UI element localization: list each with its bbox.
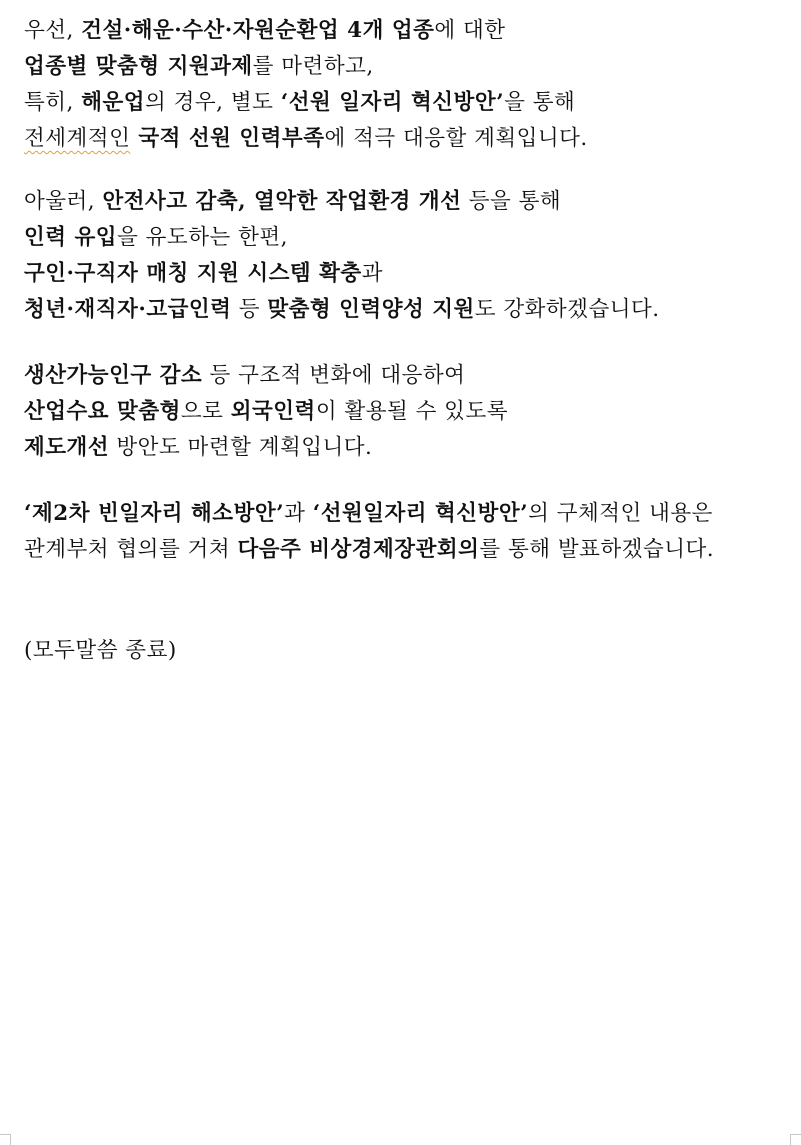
text-span: 의 경우, 별도 xyxy=(145,90,281,115)
text-line xyxy=(24,121,794,157)
text-line xyxy=(24,496,794,532)
text-span: 등을 통해 xyxy=(461,189,562,214)
paragraph-workforce xyxy=(24,184,794,328)
text-line xyxy=(24,85,794,121)
text-span: 관계부처 협의를 거쳐 xyxy=(24,537,238,562)
text-span: 등 구조적 변화에 대응하여 xyxy=(202,363,466,388)
bold-text-span: ‘선원 일자리 혁신방안’ xyxy=(280,90,505,115)
text-span: 으로 xyxy=(180,399,231,424)
text-line xyxy=(24,13,794,49)
text-span: 과 xyxy=(361,261,383,286)
bold-text-span: 업종별 맞춤형 지원과제 xyxy=(24,54,253,79)
text-span: 를 통해 발표하겠습니다. xyxy=(479,537,715,562)
text-line xyxy=(24,394,794,430)
text-line xyxy=(24,358,794,394)
paragraph-foreign-workforce xyxy=(24,358,794,466)
text-span: 에 대한 xyxy=(434,18,506,43)
bold-text-span: 청년·재직자·고급인력 xyxy=(24,297,232,322)
text-span: 을 통해 xyxy=(504,90,576,115)
bold-text-span: 인력 유입 xyxy=(24,225,118,250)
text-line xyxy=(24,292,794,328)
bold-text-span: 구인·구직자 매칭 지원 시스템 확충 xyxy=(24,261,362,286)
page-corner-mark xyxy=(0,1134,11,1145)
text-span: 도 강화하겠습니다. xyxy=(474,297,660,322)
bold-text-span: 안전사고 감축, 열악한 작업환경 개선 xyxy=(102,189,462,214)
bold-text-span: ‘제2차 빈일자리 해소방안’ xyxy=(24,501,285,526)
text-span: 아울러, xyxy=(24,189,103,214)
text-line xyxy=(24,430,794,466)
bold-text-span: 제도개선 xyxy=(24,435,110,460)
text-line xyxy=(24,184,794,220)
closing-text: (모두말씀 종료) xyxy=(24,638,177,663)
paragraph-announcement xyxy=(24,496,794,568)
bold-text-span: 외국인력 xyxy=(230,399,316,424)
paragraph-industry-support xyxy=(24,13,794,157)
text-span: 등 xyxy=(231,297,268,322)
text-span: 방안도 마련할 계획입니다. xyxy=(109,435,373,460)
text-span: 을 유도하는 한편, xyxy=(117,225,288,250)
text-line xyxy=(24,532,794,568)
text-span: 를 마련하고, xyxy=(252,54,374,79)
text-span: 과 xyxy=(284,501,313,526)
text-span: 우선, xyxy=(24,18,82,43)
bold-text-span: ‘선원일자리 혁신방안’ xyxy=(312,501,529,526)
text-span: 특히, xyxy=(24,90,82,115)
text-span: 의 구체적인 내용은 xyxy=(528,501,713,526)
bold-text-span: 다음주 비상경제장관회의 xyxy=(237,537,480,562)
text-span: 에 적극 대응할 계획입니다. xyxy=(324,126,588,151)
bold-text-span: 산업수요 맞춤형 xyxy=(24,399,181,424)
bold-text-span: 국적 선원 인력부족 xyxy=(130,126,325,151)
text-line xyxy=(24,220,794,256)
text-line xyxy=(24,256,794,292)
text-line xyxy=(24,49,794,85)
text-line xyxy=(24,633,794,669)
page-corner-mark xyxy=(790,1134,801,1145)
bold-text-span: 맞춤형 인력양성 지원 xyxy=(267,297,475,322)
closing-remark xyxy=(24,633,794,669)
bold-text-span: 해운업 xyxy=(81,90,146,115)
bold-text-span: 4개 업종 xyxy=(339,18,435,43)
spellcheck-marked-text: 전세계적인 xyxy=(24,126,131,151)
bold-text-span: 생산가능인구 감소 xyxy=(24,363,203,388)
bold-text-span: 건설·해운·수산·자원순환업 xyxy=(81,18,340,43)
text-span: 이 활용될 수 있도록 xyxy=(315,399,508,424)
